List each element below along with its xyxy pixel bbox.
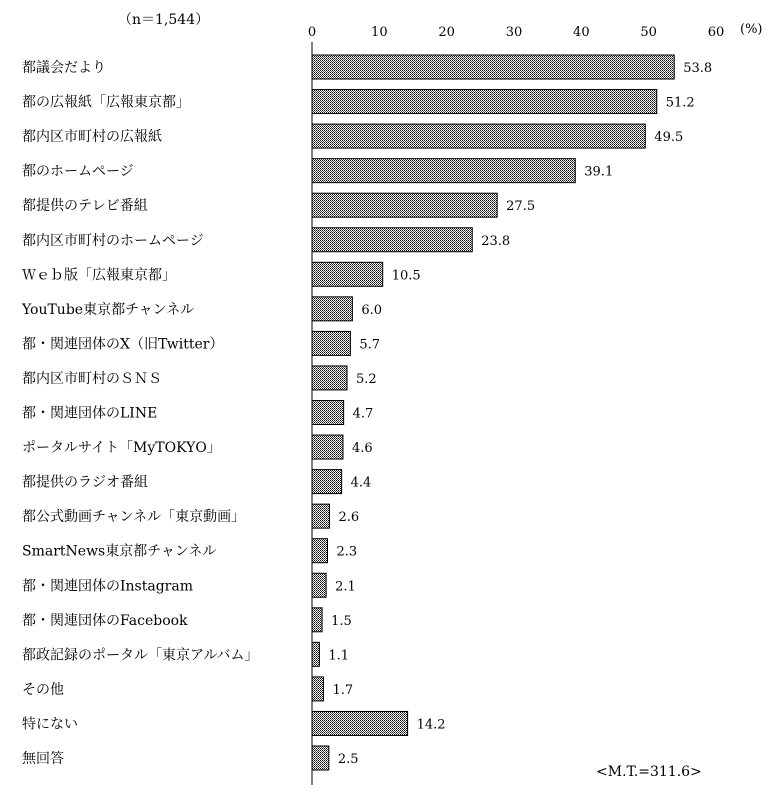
- category-label: 無回答: [22, 751, 64, 767]
- x-tick-label: 10: [371, 25, 388, 40]
- value-label: 27.5: [506, 199, 536, 215]
- value-label: 51.2: [665, 95, 695, 111]
- category-label: SmartNews東京都チャンネル: [22, 543, 217, 560]
- bar: [312, 746, 329, 770]
- value-label: 49.5: [654, 130, 684, 146]
- bar: [312, 539, 327, 563]
- category-label: 都提供のラジオ番組: [22, 474, 148, 491]
- unit-label: (%): [740, 22, 763, 37]
- bar: [312, 642, 319, 666]
- bar: [312, 55, 674, 79]
- bar: [312, 193, 497, 217]
- bar: [312, 435, 343, 459]
- bar: [312, 504, 330, 528]
- bar: [312, 297, 352, 321]
- x-tick-label: 20: [438, 25, 455, 40]
- bar: [312, 159, 575, 183]
- bar: [312, 366, 347, 390]
- category-labels: [21, 60, 258, 767]
- x-tick-label: 50: [640, 25, 657, 40]
- value-label: 4.6: [351, 441, 373, 457]
- category-label: 都提供のテレビ番組: [22, 198, 148, 215]
- category-label: その他: [22, 681, 64, 698]
- category-label: 都・関連団体のX（旧Twitter）: [22, 336, 224, 353]
- bar: [312, 677, 323, 701]
- value-label: 4.7: [352, 406, 374, 422]
- category-label: 都内区市町村のホームページ: [22, 232, 204, 249]
- value-label: 1.7: [332, 682, 354, 698]
- value-label: 1.1: [328, 648, 350, 664]
- value-label: 53.8: [683, 61, 713, 76]
- bar: [312, 262, 383, 286]
- bar: [312, 124, 645, 148]
- bar: [312, 470, 342, 494]
- x-tick-label: 60: [707, 25, 725, 40]
- bar: [312, 331, 350, 355]
- value-label: 14.2: [416, 717, 446, 733]
- category-label: 都内区市町村の広報紙: [22, 129, 162, 146]
- category-label: ポータルサイト「MyTOKYO」: [22, 440, 221, 457]
- category-label: 都・関連団体のInstagram: [22, 578, 193, 595]
- category-label: 都内区市町村のＳＮＳ: [22, 370, 162, 387]
- value-label: 2.3: [336, 544, 358, 560]
- category-label: Ｗｅｂ版「広報東京都」: [22, 267, 176, 284]
- bar: [312, 608, 322, 632]
- bar: [312, 573, 326, 597]
- value-label: 39.1: [584, 164, 614, 180]
- bar: [312, 711, 408, 735]
- bar: [312, 90, 657, 114]
- category-label: 都・関連団体のFacebook: [22, 612, 188, 629]
- value-label: 2.1: [335, 579, 356, 595]
- category-label: 都政記録のポータル「東京アルバム」: [22, 647, 259, 664]
- category-label: YouTube東京都チャンネル: [22, 301, 195, 318]
- category-label: 都公式動画チャンネル「東京動画」: [22, 509, 246, 526]
- bar: [312, 401, 344, 425]
- category-label: 都のホームページ: [22, 163, 134, 180]
- x-tick-label: 0: [307, 25, 317, 40]
- value-label: 2.5: [337, 752, 359, 767]
- mt-total-note: <M.T.=311.6>: [596, 764, 702, 780]
- value-label: 6.0: [361, 302, 383, 318]
- value-label: 4.4: [350, 475, 372, 491]
- bar: [312, 228, 472, 252]
- value-label: 5.2: [356, 371, 377, 387]
- value-label: 1.5: [331, 613, 352, 629]
- category-label: 都議会だより: [22, 60, 106, 76]
- value-label: 2.6: [338, 510, 360, 526]
- value-label: 5.7: [359, 337, 381, 353]
- x-tick-label: 40: [573, 25, 590, 40]
- value-label: 23.8: [481, 233, 511, 249]
- category-label: 都の広報紙「広報東京都」: [22, 94, 190, 111]
- sample-size-note: （n＝1,544）: [118, 12, 210, 28]
- category-label: 特にない: [22, 716, 78, 733]
- category-label: 都・関連団体のLINE: [22, 405, 158, 422]
- x-tick-label: 30: [505, 25, 523, 40]
- value-label: 10.5: [391, 268, 421, 284]
